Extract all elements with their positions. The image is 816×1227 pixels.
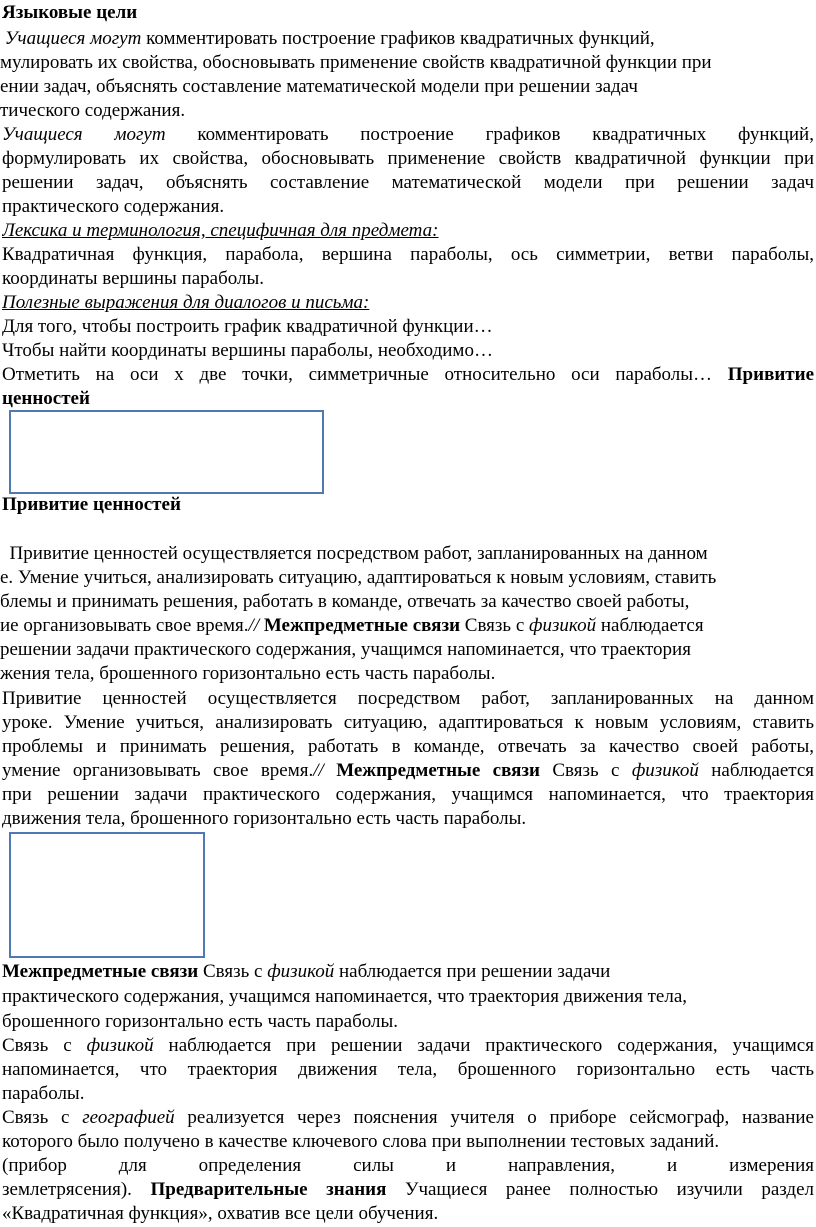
phrases-heading: Полезные выражения для диалогов и письма: <box>2 292 370 313</box>
text: Связь с <box>2 1107 83 1128</box>
p4-line6: движения тела, брошенного горизонтально есть часть параболы. <box>2 808 527 829</box>
p3-line3: блемы и принимать решения, работать в команде, отвечать за качество своей работы, <box>0 591 690 612</box>
p2-line1 <box>2 123 814 147</box>
p7-line3: (прибор для определения силы и направления, и измерения <box>2 1155 814 1176</box>
values-heading: Привитие ценностей <box>2 494 181 515</box>
values-continued: ценностей <box>2 388 90 409</box>
text: землетрясения). <box>2 1179 132 1200</box>
italic-text: физикой <box>86 1035 154 1056</box>
italic-text: физикой <box>267 961 335 982</box>
text: комментировать построение графиков квадратичных функций, <box>141 28 655 49</box>
text: наблюдается при решении задачи практического содержания, учащимся <box>153 1035 814 1056</box>
text: комментировать построение графиков квадратичных функций, <box>165 124 814 145</box>
text: Привитие ценностей осуществляется посредством работ, запланированных на данном <box>9 543 708 564</box>
p6-line2: напоминается, что траектория движения тела, брошенного горизонтально есть часть <box>2 1059 814 1080</box>
text: Связь с <box>460 615 530 636</box>
p5-line2: практического содержания, учащимся напоминается, что траектория движения тела, <box>2 986 688 1007</box>
p4-line5: при решении задачи практического содержания, учащимся напоминается, что траектория <box>2 784 814 805</box>
phrase-3 <box>2 363 814 387</box>
p4-line4 <box>2 759 814 783</box>
text: ие организовывать свое время. <box>0 615 249 636</box>
bold-text: Предварительные знания <box>150 1179 387 1200</box>
italic-text: физикой <box>529 615 597 636</box>
p6-line3: параболы. <box>2 1083 85 1104</box>
p3-line6: жения тела, брошенного горизонтально есть часть параболы. <box>0 663 496 684</box>
empty-frame-box <box>9 410 324 494</box>
italic-phrase: Учащиеся могут <box>2 124 166 145</box>
p4-line3: проблемы и принимать решения, работать в команде, отвечать за качество своей работы, <box>2 736 814 757</box>
p2-line3: решении задач, объяснять составление математической модели при решении задач <box>2 172 814 193</box>
italic-phrase: Учащиеся могут <box>4 28 142 49</box>
text: наблюдается <box>698 760 814 781</box>
p7-line2: которого было получено в качестве ключевого слова при выполнении тестовых заданий. <box>2 1131 720 1152</box>
p2-line2: формулировать их свойства, обосновывать применение свойств квадратичной функции при <box>2 148 814 169</box>
p7-line4 <box>2 1178 814 1202</box>
slash-glyph: / <box>248 615 254 636</box>
p3-line4 <box>0 614 816 638</box>
p3-line1 <box>0 542 816 566</box>
bold-text: Межпредметные связи <box>336 760 540 781</box>
vocab-line1: Квадратичная функция, парабола, вершина параболы, ось симметрии, ветви параболы, <box>2 244 814 265</box>
heading-language-goals: Языковые цели <box>2 2 138 23</box>
italic-text: географией <box>82 1107 175 1128</box>
text: наблюдается при решении задачи <box>334 961 611 982</box>
vocab-line2: координаты вершины параболы. <box>2 268 265 289</box>
p5-line3: брошенного горизонтально есть часть параболы. <box>2 1011 399 1032</box>
slash-glyph: / <box>318 760 324 781</box>
text: Отметить на оси х две точки, симметричные относительно оси параболы… <box>2 364 713 385</box>
p7-line1 <box>2 1106 814 1130</box>
p4-line2: уроке. Умение учиться, анализировать ситуацию, адаптироваться к новым условиям, ставить <box>2 712 814 733</box>
p1-line2: мулировать их свойства, обосновывать применение свойств квадратичной функции при <box>0 52 712 73</box>
p2-line4: практического содержания. <box>2 196 225 217</box>
p1-line1 <box>0 27 816 51</box>
empty-frame-box <box>9 832 205 958</box>
text: реализуется через пояснения учителя о приборе сейсмограф, название <box>174 1107 814 1128</box>
text: «Квадратичная функция», охватив все цели обучения. <box>2 1203 439 1224</box>
slash-glyph: / <box>313 760 319 781</box>
text: умение организовывать свое время. <box>2 760 314 781</box>
text: Учащиеся ранее полностью изучили раздел <box>386 1179 814 1200</box>
text: наблюдается <box>596 615 704 636</box>
text: Связь с <box>2 1035 87 1056</box>
phrase-1: Для того, чтобы построить график квадратичной функции… <box>2 316 493 337</box>
p1-line4: тического содержания. <box>0 100 186 121</box>
text: Связь с <box>539 760 632 781</box>
p5-line1 <box>2 960 814 984</box>
p4-line1: Привитие ценностей осуществляется посредством работ, запланированных на данном <box>2 688 814 709</box>
bold-text: Привитие <box>727 364 814 385</box>
italic-text: физикой <box>631 760 699 781</box>
p3-line5: решении задачи практического содержания, учащимся напоминается, что траектория <box>0 639 691 660</box>
vocab-heading: Лексика и терминология, специфичная для предмета: <box>2 220 439 241</box>
p1-line3: ении задач, объяснять составление математической модели при решении задач <box>0 76 638 97</box>
p7-line5 <box>2 1202 814 1226</box>
p6-line1 <box>2 1034 814 1058</box>
bold-text: Межпредметные связи <box>2 961 199 982</box>
slash-glyph: / <box>253 615 260 636</box>
bold-text: Межпредметные связи <box>263 615 461 636</box>
p3-line2: е. Умение учиться, анализировать ситуацию, адаптироваться к новым условиям, ставить <box>0 567 717 588</box>
text: Связь с <box>198 961 268 982</box>
phrase-2: Чтобы найти координаты вершины параболы, необходимо… <box>2 340 493 361</box>
